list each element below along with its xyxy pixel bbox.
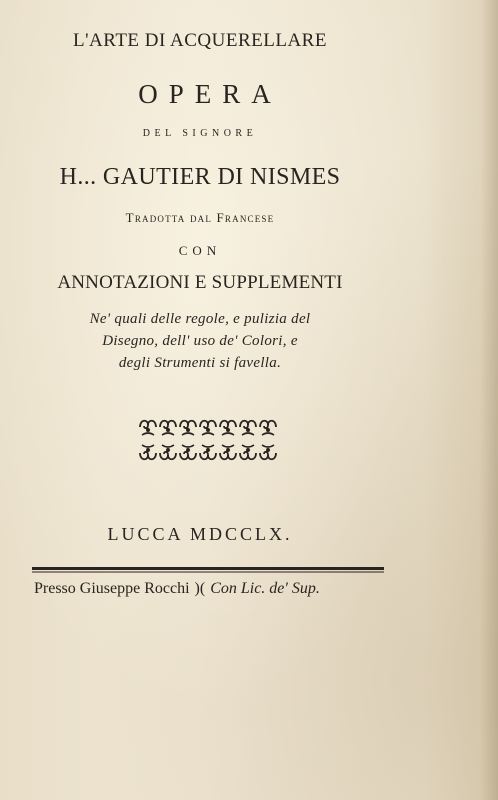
annotations-heading: ANNOTAZIONI E SUPPLEMENTI: [57, 272, 343, 293]
translation-note: Tradotta dal Francese: [125, 210, 275, 225]
description-line-2: Disegno, dell' uso de' Colori, e: [102, 333, 298, 349]
fleuron-row-top: [140, 421, 276, 435]
description-line-1: Ne' quali delle regole, e pulizia del: [89, 311, 311, 327]
del-signore-line: DEL SIGNORE: [142, 128, 258, 139]
opera-heading: OPERA: [138, 79, 282, 109]
description-line-3: degli Strumenti si favella.: [118, 355, 282, 371]
place-and-date: LUCCA MDCCLX.: [107, 524, 293, 544]
fleuron-row-bottom: [140, 445, 276, 459]
book-title: L'ARTE DI ACQUERELLARE: [73, 30, 327, 51]
author-name: H... GAUTIER DI NISMES: [59, 164, 341, 190]
printer-fleuron-ornament: [138, 416, 278, 464]
con-line: CON: [178, 243, 222, 258]
license-note: Con Lic. de' Sup.: [210, 580, 320, 597]
imprint-line: [34, 580, 384, 598]
page-edge-shadow: [480, 0, 498, 800]
imprint-separator: )(: [194, 580, 206, 597]
publisher: Presso Giuseppe Rocchi: [34, 580, 190, 597]
double-rule-divider: [32, 567, 384, 573]
